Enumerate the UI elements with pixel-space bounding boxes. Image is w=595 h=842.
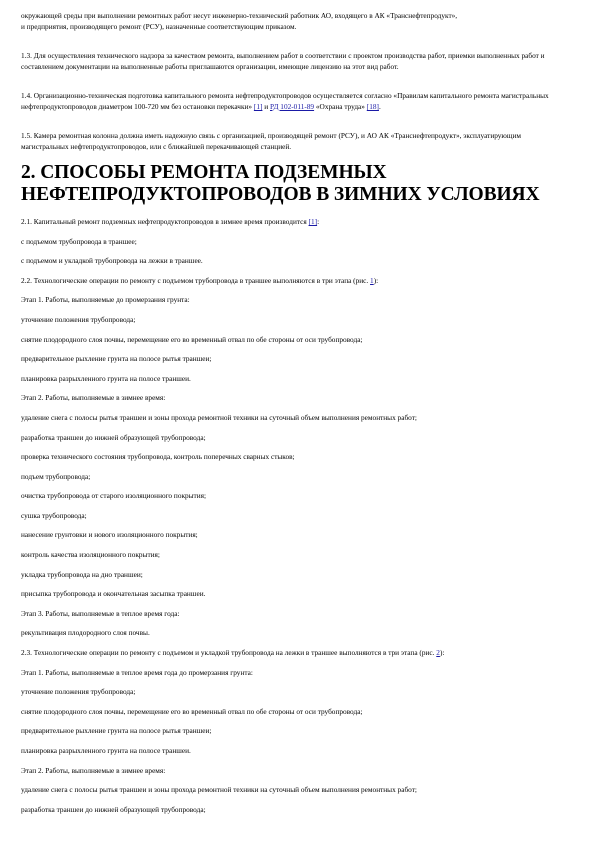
list-item: снятие плодородного слоя почвы, перемещение его во временный отвал по обе стороны от оси трубопровода; <box>21 707 363 716</box>
list-item: разработка траншеи до нижней образующей трубопровода; <box>21 433 206 442</box>
list-item: предварительное рыхление грунта на полосе рытья траншеи; <box>21 354 212 363</box>
reference-link-18[interactable]: [18] <box>366 101 379 111</box>
list-item: Этап 1. Работы, выполняемые в теплое время года до промерзания грунта: <box>21 668 253 677</box>
p14-text-2: и <box>262 101 270 111</box>
p22-end: ): <box>373 276 379 285</box>
heading-line-2: НЕФТЕПРОДУКТОПРОВОДОВ В ЗИМНИХ УСЛОВИЯХ <box>21 183 540 205</box>
list-item: очистка трубопровода от старого изоляционного покрытия; <box>21 491 207 500</box>
paragraph-2-3 <box>21 648 569 659</box>
paragraph-1-3: 1.3. Для осуществления технического надзора за качеством ремонта, выполнением работ в соответствии с проектом производства работ, приемки выполненных работ и составлением документации на выполненные работы приглашаются организации, имеющие лицензию на этот вид работ. <box>21 51 545 71</box>
list-item: нанесение грунтовки и нового изоляционного покрытия; <box>21 530 198 539</box>
intro-line-2: и предприятия, производящего ремонт (РСУ), назначенные соответствующим приказом. <box>21 21 297 31</box>
p23-end: ): <box>439 648 445 657</box>
figure-link-1[interactable]: 1 <box>370 276 374 285</box>
p21-end: : <box>317 217 320 226</box>
list-item: удаление снега с полосы рытья траншеи и зоны прохода ремонтной техники на суточный объем выполнения ремонтных работ; <box>21 785 417 794</box>
figure-link-2[interactable]: 2 <box>436 648 440 657</box>
list-item: подъем трубопровода; <box>21 472 91 481</box>
list-item: сушка трубопровода; <box>21 511 87 520</box>
p21-text: 2.1. Капитальный ремонт подземных нефтепродуктопроводов в зимнее время производится <box>21 217 309 226</box>
reference-link-2-1[interactable]: [1] <box>308 217 318 226</box>
heading-line-1: 2. СПОСОБЫ РЕМОНТА ПОДЗЕМНЫХ <box>21 162 387 183</box>
reference-link-1[interactable]: [1] <box>253 101 263 111</box>
paragraph-1-4 <box>21 91 569 112</box>
list-item: снятие плодородного слоя почвы, перемещение его во временный отвал по обе стороны от оси трубопровода; <box>21 335 363 344</box>
list-item: разработка траншеи до нижней образующей трубопровода; <box>21 805 206 814</box>
list-item: Этап 3. Работы, выполняемые в теплое время года: <box>21 609 180 618</box>
p14-text-3: «Охрана труда» <box>314 101 367 111</box>
list-item: Этап 2. Работы, выполняемые в зимнее время: <box>21 766 166 775</box>
list-item: рекультивация плодородного слоя почвы. <box>21 628 150 637</box>
list-item: планировка разрыхленного грунта на полосе траншеи. <box>21 746 191 755</box>
list-item: уточнение положения трубопровода; <box>21 315 136 324</box>
reference-link-rd[interactable]: РД 102-011-89 <box>269 101 315 111</box>
list-item: присыпка трубопровода и окончательная засыпка траншеи. <box>21 589 206 598</box>
p23-text: 2.3. Технологические операции по ремонту с подъемом и укладкой трубопровода на лежки в траншее выполняются в три этапа (рис. <box>21 648 437 657</box>
paragraph-2-2 <box>21 276 569 287</box>
p14-text-1: 1.4. Организационно-техническая подготовка капитального ремонта нефтепродуктопроводов осуществляется согласно «Правилам капитального ремонта магистральных нефтепродуктопроводов диаметром 100-720 мм без остановки перекачки» <box>21 91 549 111</box>
list-item: с подъемом и укладкой трубопровода на лежки в траншее. <box>21 256 203 265</box>
paragraph-1-5: 1.5. Камера ремонтная колонна должна иметь надежную связь с организацией, производящей ремонт (РСУ), и АО АК «Транснефтепродукт», эксплуатирующим магистральных нефтепродуктопроводов, или с ближайшей перекачивающей станцией. <box>21 131 522 151</box>
intro-paragraph <box>21 11 569 32</box>
list-item: Этап 1. Работы, выполняемые до промерзания грунта: <box>21 295 190 304</box>
list-item: контроль качества изоляционного покрытия; <box>21 550 160 559</box>
list-item: уточнение положения трубопровода; <box>21 687 136 696</box>
list-item: планировка разрыхленного грунта на полосе траншеи. <box>21 374 191 383</box>
list-item: проверка технического состояния трубопровода, контроль поперечных сварных стыков; <box>21 452 295 461</box>
section-2-heading <box>21 162 569 205</box>
list-item: удаление снега с полосы рытья траншеи и зоны прохода ремонтной техники на суточный объем выполнения ремонтных работ; <box>21 413 417 422</box>
p22-text: 2.2. Технологические операции по ремонту с подъемом трубопровода в траншее выполняются в три этапа (рис. <box>21 276 371 285</box>
paragraph-2-1 <box>21 217 569 228</box>
p14-text-4: . <box>378 101 381 111</box>
list-item: Этап 2. Работы, выполняемые в зимнее время: <box>21 393 166 402</box>
list-item: с подъемом трубопровода в траншее; <box>21 237 137 246</box>
list-item: укладка трубопровода на дно траншеи; <box>21 570 143 579</box>
intro-line-1: окружающей среды при выполнении ремонтных работ несут инженерно-технический работник АО, входящего в АК «Транснефтепродукт», <box>21 11 458 20</box>
list-item: предварительное рыхление грунта на полосе рытья траншеи; <box>21 726 212 735</box>
